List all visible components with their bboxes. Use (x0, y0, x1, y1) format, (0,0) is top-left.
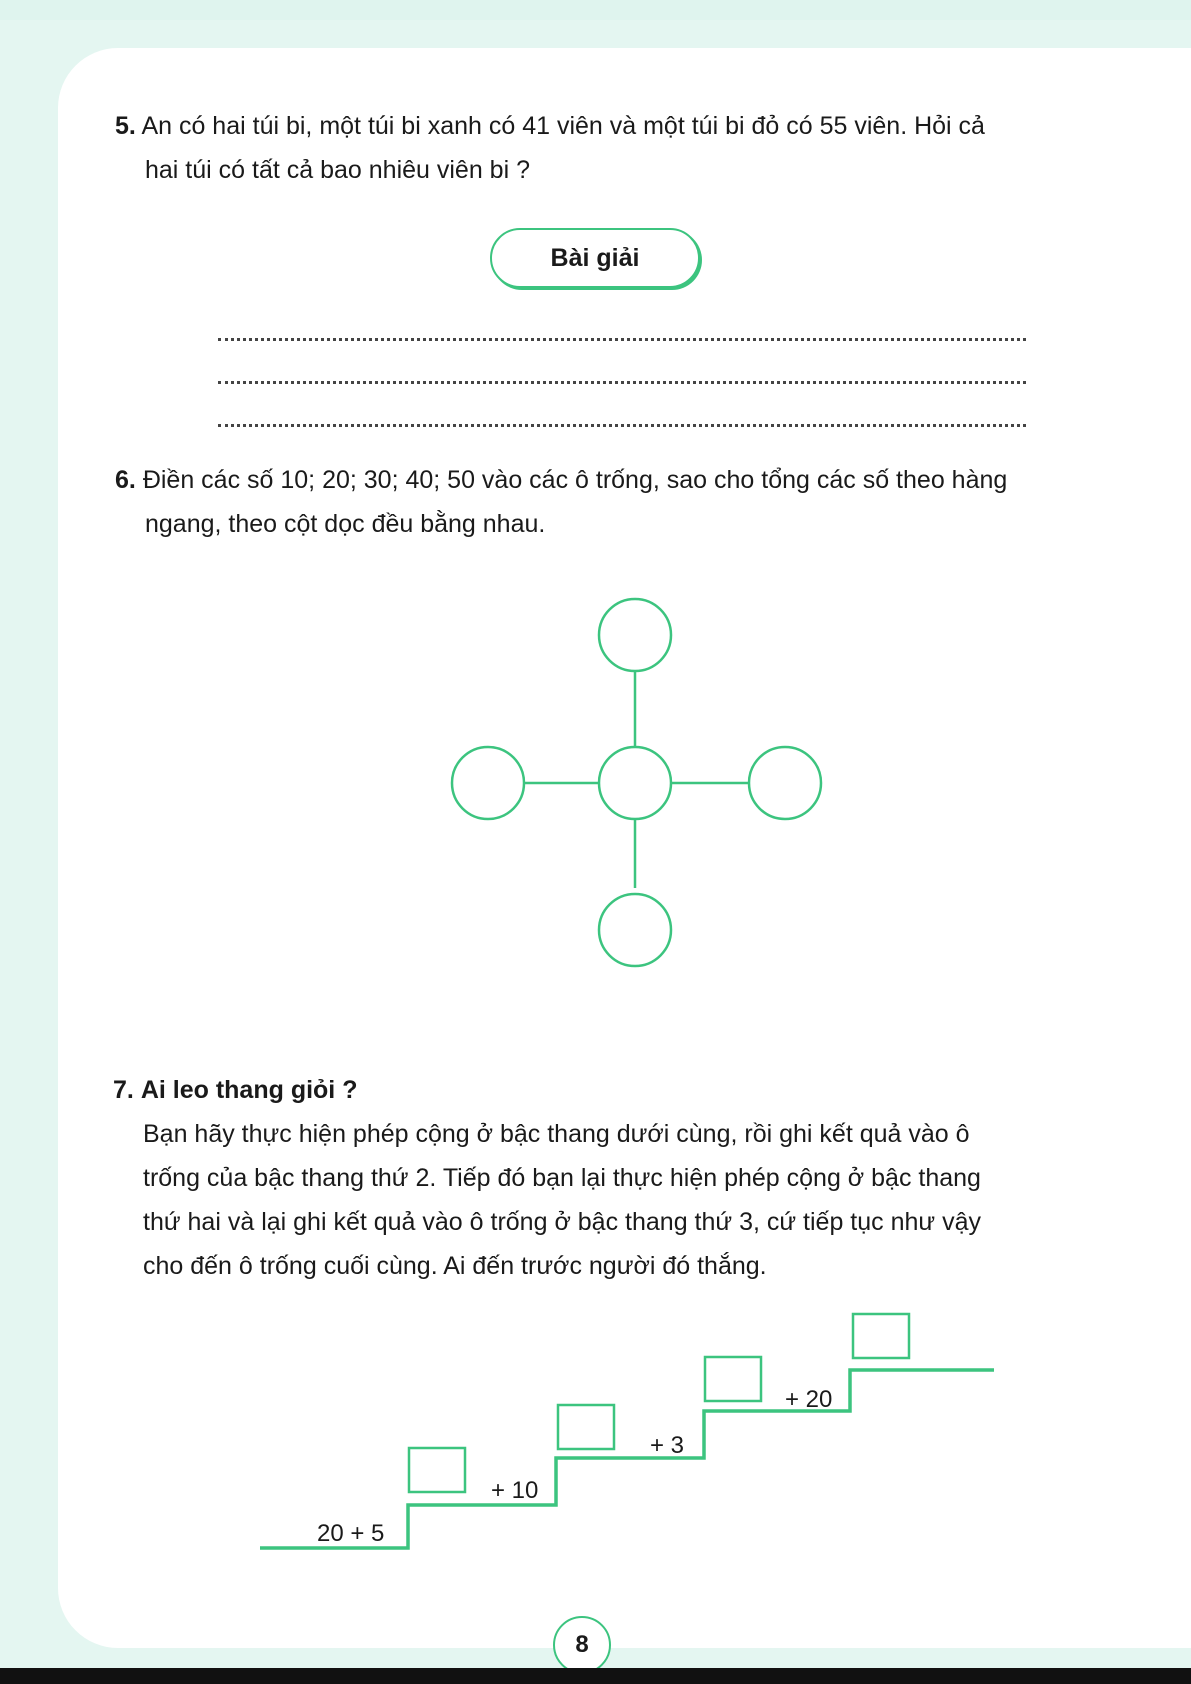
question-6-number: 6. (115, 466, 136, 494)
step-label-4: + 20 (785, 1386, 833, 1413)
question-7-body-2: trống của bậc thang thứ 2. Tiếp đó bạn lại thực hiện phép cộng ở bậc thang (143, 1164, 981, 1192)
question-5-line1: An có hai túi bi, một túi bi xanh có 41 viên và một túi bi đỏ có 55 viên. Hỏi cả (141, 112, 985, 140)
step-box-2[interactable] (409, 1448, 465, 1492)
page-number: 8 (553, 1616, 611, 1674)
step-label-1: 20 + 5 (317, 1520, 385, 1547)
step-label-2: + 10 (491, 1477, 539, 1504)
step-box-4[interactable] (705, 1357, 761, 1401)
solution-label: Bài giải (490, 228, 700, 288)
question-6-line2: ngang, theo cột dọc đều bằng nhau. (145, 510, 546, 538)
step-box-3[interactable] (558, 1405, 614, 1449)
question-5-line2: hai túi có tất cả bao nhiêu viên bi ? (145, 156, 530, 184)
question-7-body-1: Bạn hãy thực hiện phép cộng ở bậc thang dưới cùng, rồi ghi kết quả vào ô (143, 1120, 970, 1148)
question-6-line1: Điền các số 10; 20; 30; 40; 50 vào các ô trống, sao cho tổng các số theo hàng (142, 466, 1008, 494)
step-label-3: + 3 (650, 1432, 685, 1459)
question-7-title: Ai leo thang giỏi ? (140, 1076, 358, 1104)
question-7-body-4: cho đến ô trống cuối cùng. Ai đến trước người đó thắng. (143, 1252, 767, 1280)
step-box-5[interactable] (853, 1314, 909, 1358)
bottom-bar (0, 1668, 1191, 1684)
question-7-number: 7. (113, 1076, 134, 1104)
question-5-number: 5. (115, 112, 136, 140)
question-7-body-3: thứ hai và lại ghi kết quả vào ô trống ở bậc thang thứ 3, cứ tiếp tục như vậy (143, 1208, 981, 1236)
